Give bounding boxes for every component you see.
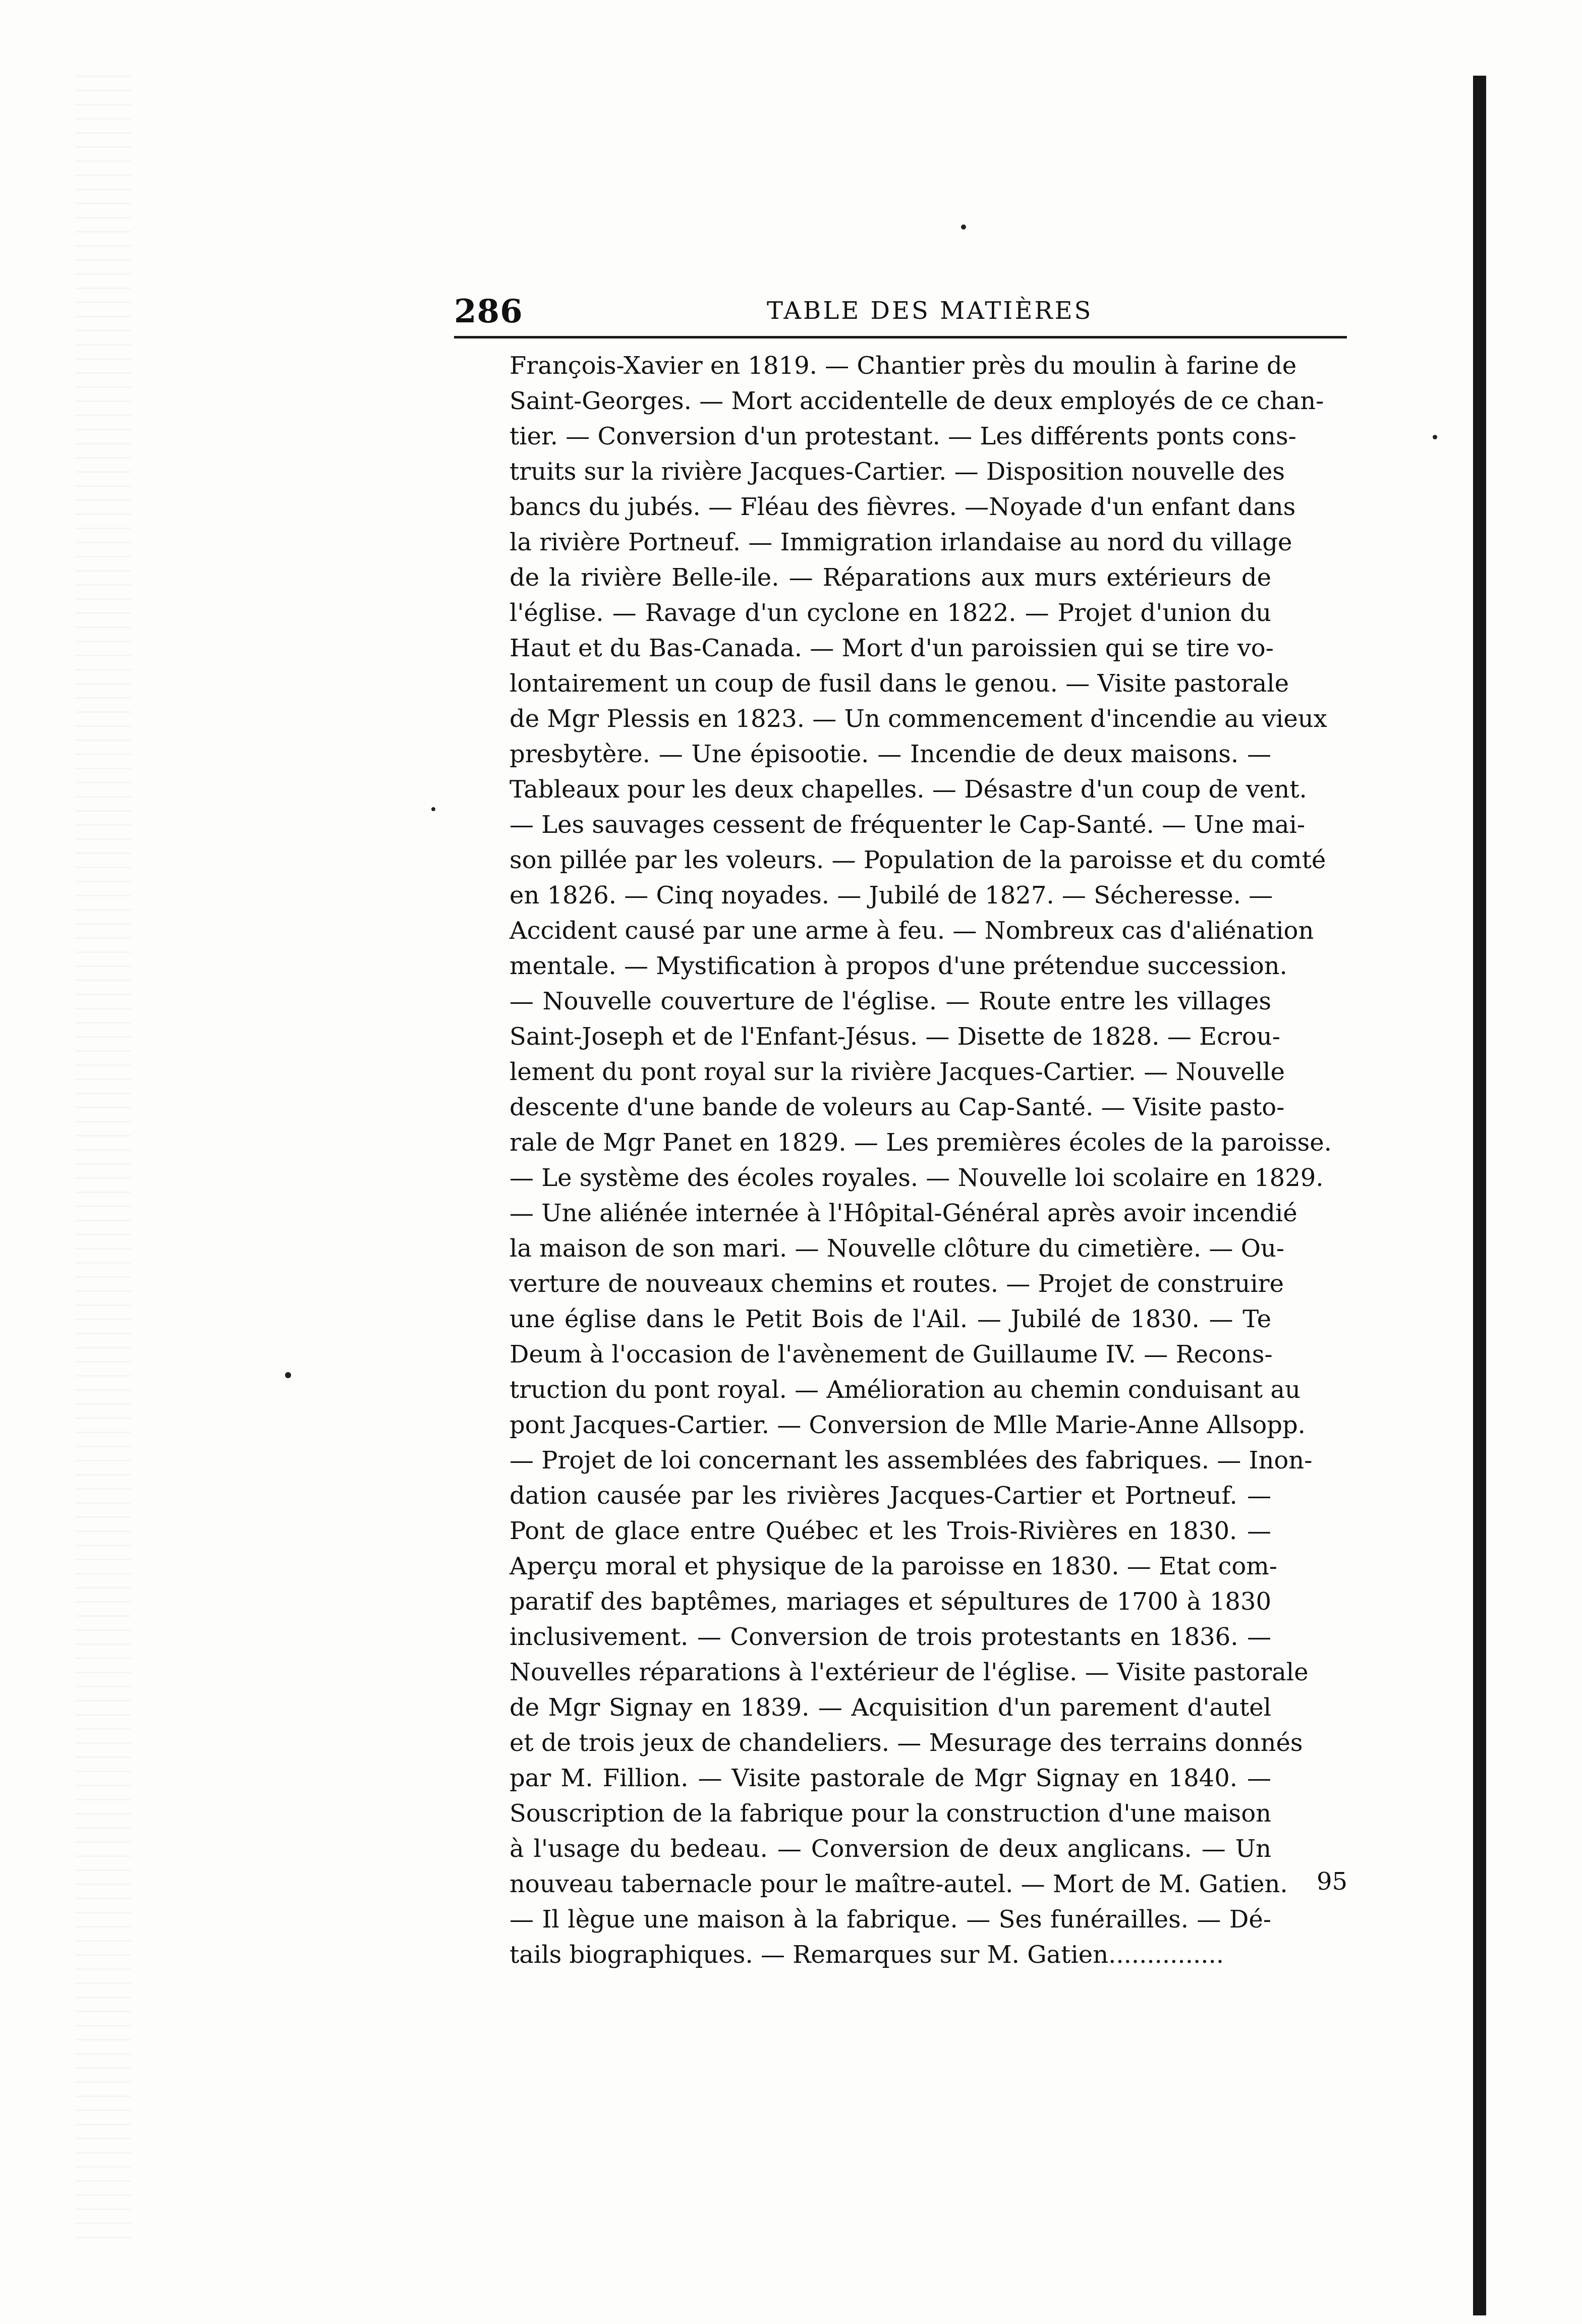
text-line: et de trois jeux de chandeliers. — Mesurage des terrains donnés: [510, 1729, 1303, 1757]
text-line: pont Jacques-Cartier. — Conversion de Mlle Marie-Anne Allsopp.: [510, 1411, 1306, 1439]
scan-speck: [285, 1372, 291, 1378]
text-line: inclusivement. — Conversion de trois protestants en 1836. —: [510, 1623, 1271, 1651]
text-line: une église dans le Petit Bois de l'Ail. — Jubilé de 1830. — Te: [510, 1305, 1271, 1333]
text-line: lement du pont royal sur la rivière Jacques-Cartier. — Nouvelle: [510, 1058, 1285, 1086]
text-line: — Une aliénée internée à l'Hôpital-Général après avoir incendié: [510, 1199, 1297, 1227]
text-line: — Le système des écoles royales. — Nouvelle loi scolaire en 1829.: [510, 1164, 1324, 1192]
text-line: truction du pont royal. — Amélioration au chemin conduisant au: [510, 1376, 1301, 1404]
text-line: François-Xavier en 1819. — Chantier près du moulin à farine de: [510, 352, 1297, 380]
text-line: Tableaux pour les deux chapelles. — Désastre d'un coup de vent.: [510, 775, 1307, 804]
text-line: dation causée par les rivières Jacques-Cartier et Portneuf. —: [510, 1482, 1271, 1510]
text-line: truits sur la rivière Jacques-Cartier. — Disposition nouvelle des: [510, 458, 1285, 486]
text-line: verture de nouveaux chemins et routes. — Projet de construire: [510, 1270, 1284, 1298]
scan-binding-shadow: [1473, 76, 1486, 2315]
text-line: tier. — Conversion d'un protestant. — Les différents ponts cons-: [510, 422, 1296, 450]
text-line: Nouvelles réparations à l'extérieur de l'église. — Visite pastorale: [510, 1658, 1309, 1686]
scan-edge-noise: [76, 76, 131, 2245]
header-rule: [454, 336, 1347, 338]
text-line: par M. Fillion. — Visite pastorale de Mgr Signay en 1840. —: [510, 1764, 1271, 1792]
text-line: nouveau tabernacle pour le maître-autel. — Mort de M. Gatien.: [510, 1870, 1288, 1898]
text-line: Haut et du Bas-Canada. — Mort d'un paroissien qui se tire vo-: [510, 634, 1274, 662]
text-line: Aperçu moral et physique de la paroisse en 1830. — Etat com-: [510, 1552, 1277, 1580]
text-line: à l'usage du bedeau. — Conversion de deux anglicans. — Un: [510, 1835, 1271, 1863]
text-line: son pillée par les voleurs. — Population de la paroisse et du comté: [510, 846, 1326, 874]
text-line: rale de Mgr Panet en 1829. — Les premières écoles de la paroisse.: [510, 1128, 1332, 1157]
text-line: — Les sauvages cessent de fréquenter le Cap-Santé. — Une mai-: [510, 811, 1306, 839]
text-line: la rivière Portneuf. — Immigration irlandaise au nord du village: [510, 528, 1292, 556]
scan-speck: [1433, 435, 1437, 439]
scan-speck: [431, 807, 435, 811]
text-line: la maison de son mari. — Nouvelle clôture du cimetière. — Ou-: [510, 1234, 1285, 1263]
text-line-last: tails biographiques. — Remarques sur M. Gatien...............: [510, 1941, 1224, 1969]
text-line: de la rivière Belle-ile. — Réparations aux murs extérieurs de: [510, 563, 1271, 592]
text-line: Saint-Georges. — Mort accidentelle de deux employés de ce chan-: [510, 387, 1324, 415]
text-line: de Mgr Signay en 1839. — Acquisition d'un parement d'autel: [510, 1693, 1271, 1722]
text-line: lontairement un coup de fusil dans le genou. — Visite pastorale: [510, 669, 1289, 698]
text-line: — Nouvelle couverture de l'église. — Route entre les villages: [510, 987, 1271, 1015]
text-line: Souscription de la fabrique pour la construction d'une maison: [510, 1799, 1271, 1828]
text-line: bancs du jubés. — Fléau des fièvres. —Noyade d'un enfant dans: [510, 493, 1296, 521]
text-line: — Il lègue une maison à la fabrique. — Ses funérailles. — Dé-: [510, 1905, 1271, 1934]
page-title: TABLE DES MATIÈRES: [767, 297, 1093, 325]
text-line: mentale. — Mystification à propos d'une prétendue succession.: [510, 952, 1287, 980]
toc-page-reference: 95: [1317, 1867, 1348, 1896]
text-line: Pont de glace entre Québec et les Trois-Rivières en 1830. —: [510, 1517, 1271, 1545]
text-line: en 1826. — Cinq noyades. — Jubilé de 1827. — Sécheresse. —: [510, 881, 1273, 910]
text-line: de Mgr Plessis en 1823. — Un commencement d'incendie au vieux: [510, 705, 1327, 733]
text-line: Accident causé par une arme à feu. — Nombreux cas d'aliénation: [510, 917, 1314, 945]
text-line: descente d'une bande de voleurs au Cap-Santé. — Visite pasto-: [510, 1093, 1285, 1121]
scan-speck: [961, 224, 966, 230]
text-line: presbytère. — Une épisootie. — Incendie de deux maisons. —: [510, 740, 1271, 768]
page-number: 286: [454, 293, 523, 330]
running-head: [454, 282, 1347, 338]
text-line: — Projet de loi concernant les assemblées des fabriques. — Inon-: [510, 1446, 1313, 1475]
text-line: l'église. — Ravage d'un cyclone en 1822. — Projet d'union du: [510, 599, 1271, 627]
text-line: Deum à l'occasion de l'avènement de Guillaume IV. — Recons-: [510, 1340, 1273, 1369]
toc-entry-text: [510, 348, 1332, 1972]
text-line: Saint-Joseph et de l'Enfant-Jésus. — Disette de 1828. — Ecrou-: [510, 1023, 1280, 1051]
text-line: paratif des baptêmes, mariages et sépultures de 1700 à 1830: [510, 1588, 1271, 1616]
